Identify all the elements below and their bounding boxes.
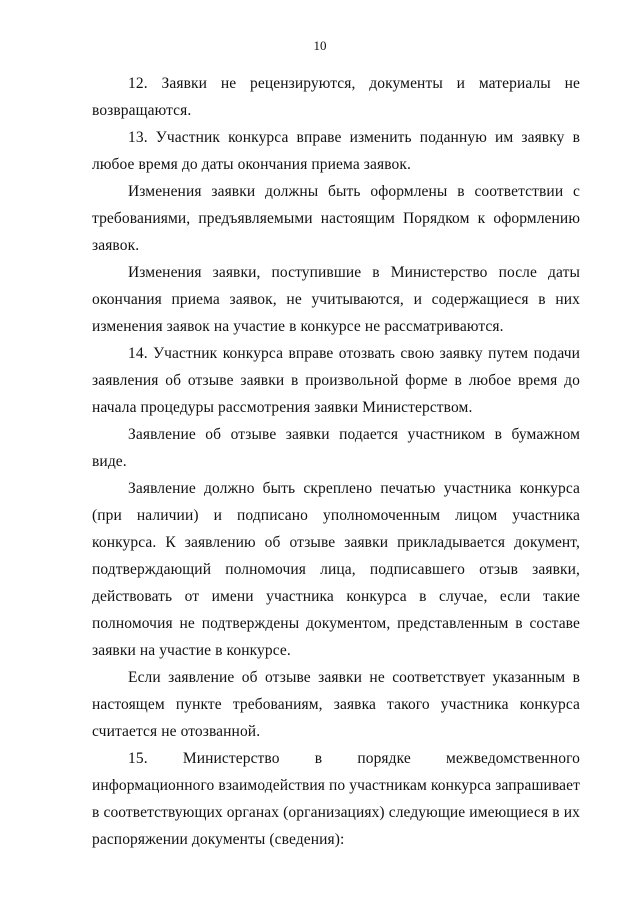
paragraph-14-noncompliance: Если заявление об отзыве заявки не соответствует указанным в настоящем пункте требованиям, заявка такого участника конкурса считается не отозванной.	[92, 669, 580, 740]
document-body	[92, 70, 580, 853]
paragraph-15: 15. Министерство в порядке межведомственного информационного взаимодействия по участникам конкурса запрашивает в соответствующих органах (организациях) следующие имеющиеся в их распоряжении документы (сведения):	[92, 750, 580, 848]
page-number: 10	[313, 38, 327, 53]
paragraph-13: 13. Участник конкурса вправе изменить поданную им заявку в любое время до даты окончания приема заявок.	[92, 129, 580, 173]
paragraph-13-changes-format: Изменения заявки должны быть оформлены в соответствии с требованиями, предъявляемыми настоящим Порядком к оформлению заявок.	[92, 183, 580, 254]
paragraph-14: 14. Участник конкурса вправе отозвать свою заявку путем подачи заявления об отзыве заявки в произвольной форме в любое время до начала процедуры рассмотрения заявки Министерством.	[92, 345, 580, 416]
paragraph-13-late-changes: Изменения заявки, поступившие в Министерство после даты окончания приема заявок, не учитываются, и содержащиеся в них изменения заявок на участие в конкурсе не рассматриваются.	[92, 264, 580, 335]
paragraph-14-seal-signature: Заявление должно быть скреплено печатью участника конкурса (при наличии) и подписано уполномоченным лицом участника конкурса. К заявлению об отзыве заявки прикладывается документ, подтверждающий полномочия лица, подписавшего отзыв заявки, действовать от имени участника конкурса в случае, если такие полномочия не подтверждены документом, представленным в составе заявки на участие в конкурсе.	[92, 480, 580, 659]
paragraph-12: 12. Заявки не рецензируются, документы и материалы не возвращаются.	[92, 75, 580, 119]
paragraph-14-paper-form: Заявление об отзыве заявки подается участником в бумажном виде.	[92, 426, 580, 470]
